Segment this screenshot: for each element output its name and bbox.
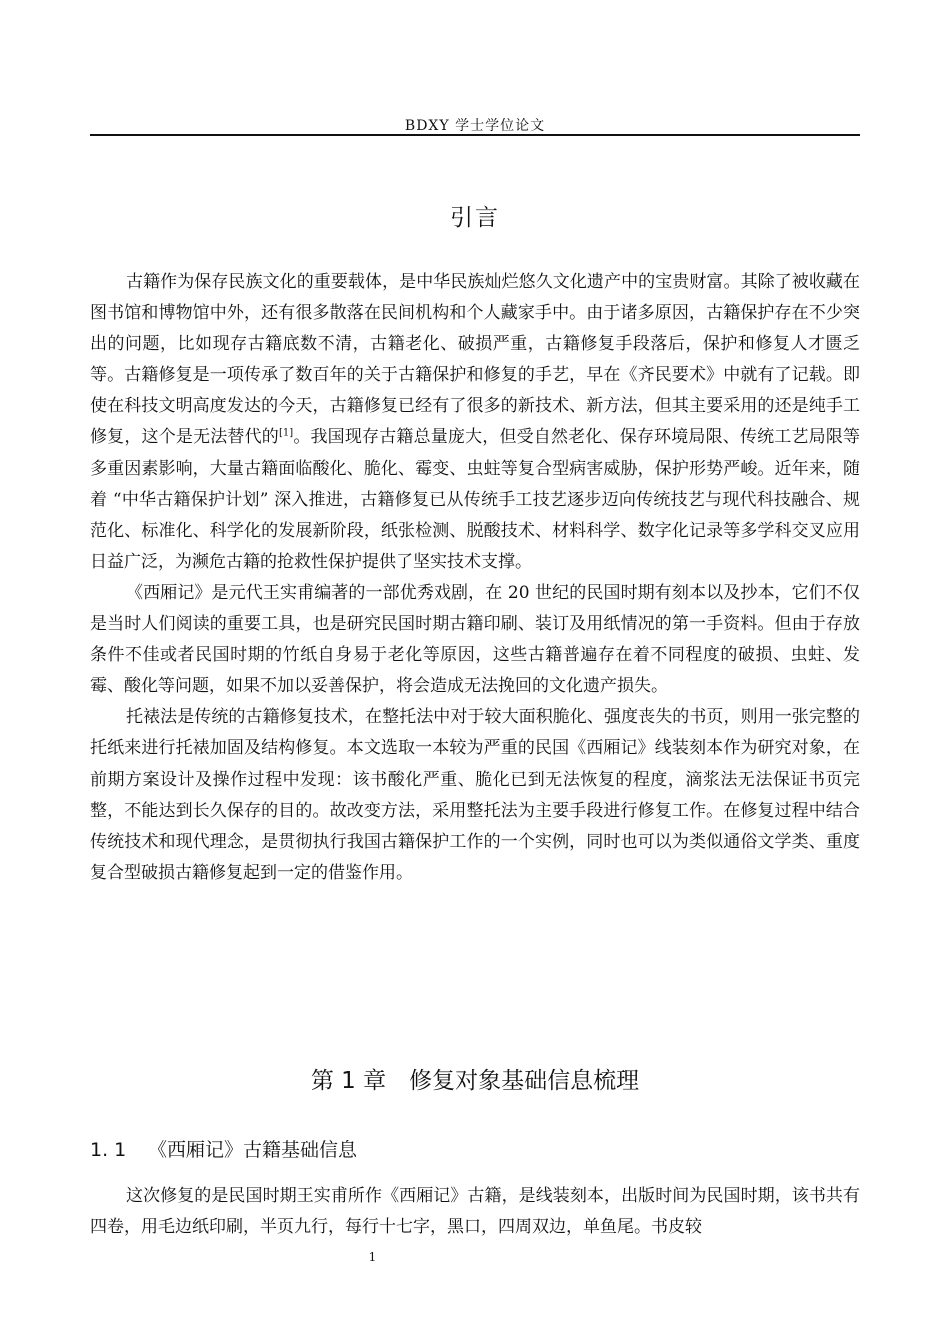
intro-body <box>90 267 860 889</box>
intro-paragraph-1 <box>90 267 860 578</box>
intro-paragraph-3: 托裱法是传统的古籍修复技术，在整托法中对于较大面积脆化、强度丧失的书页，则用一张完整的托纸来进行托裱加固及结构修复。本文选取一本较为严重的民国《西厢记》线装刻本作为研究对象，在前期方案设计及操作过程中发现：该书酸化严重、脆化已到无法恢复的程度，滴浆法无法保证书页完整，不能达到长久保存的目的。故改变方法，采用整托法为主要手段进行修复工作。在修复过程中结合传统技术和现代理念，是贯彻执行我国古籍保护工作的一个实例，同时也可以为类似通俗文学类、重度复合型破损古籍修复起到一定的借鉴作用。 <box>90 707 860 883</box>
section-title: 《西厢记》古籍基础信息 <box>148 1139 358 1161</box>
intro-p1-text-b: 。我国现存古籍总量庞大，但受自然老化、保存环境局限、传统工艺局限等多重因素影响，大量古籍面临酸化、脆化、霉变、虫蛀等复合型病害威胁，保护形势严峻。近年来，随着 “中华古籍保护计划” 深入推进，古籍修复已从传统手工技艺逐步迈向传统技艺与现代科技融合、规范化、标准化、科学化的发展新阶段，纸张检测、脱酸技术、材料科学、数字化记录等多学科交叉应用日益广泛，为濒危古籍的抢救性保护提供了坚实技术支撑。 <box>90 427 861 572</box>
section-number: 1. 1 <box>90 1139 127 1161</box>
intro-title: 引言 <box>450 205 500 231</box>
intro-paragraph-2: 《西厢记》是元代王实甫编著的一部优秀戏剧，在 20 世纪的民国时期有刻本以及抄本，它们不仅是当时人们阅读的重要工具，也是研究民国时期古籍印刷、装订及用纸情况的第一手资料。但由于存放条件不佳或者民国时期的竹纸自身易于老化等原因，这些古籍普遍存在着不同程度的破损、虫蛀、发霉、酸化等问题，如果不加以妥善保护，将会造成无法挽回的文化遗产损失。 <box>90 582 860 697</box>
running-header: BDXY 学士学位论文 <box>404 118 546 134</box>
chapter-1-title: 第 1 章 修复对象基础信息梳理 <box>310 1068 640 1094</box>
page-number: 1 <box>368 1250 377 1264</box>
section-1-1-body <box>90 1181 860 1243</box>
header-rule <box>90 134 860 136</box>
section-1-1-paragraph-1: 这次修复的是民国时期王实甫所作《西厢记》古籍，是线装刻本，出版时间为民国时期，该书共有四卷，用毛边纸印刷，半页九行，每行十七字，黑口，四周双边，单鱼尾。书皮较 <box>90 1186 860 1238</box>
intro-p1-text-a: 古籍作为保存民族文化的重要载体，是中华民族灿烂悠久文化遗产中的宝贵财富。其除了被收藏在图书馆和博物馆中外，还有很多散落在民间机构和个人藏家手中。由于诸多原因，古籍保护存在不少突出的问题，比如现存古籍底数不清，古籍老化、破损严重，古籍修复手段落后，保护和修复人才匮乏等。古籍修复是一项传承了数百年的关于古籍保护和修复的手艺，早在《齐民要术》中就有了记载。即使在科技文明高度发达的今天，古籍修复已经有了很多的新技术、新方法，但其主要采用的还是纯手工修复，这个是无法替代的 <box>90 272 860 448</box>
citation-marker[interactable]: [1] <box>278 427 294 439</box>
section-1-1-heading <box>90 1137 860 1163</box>
